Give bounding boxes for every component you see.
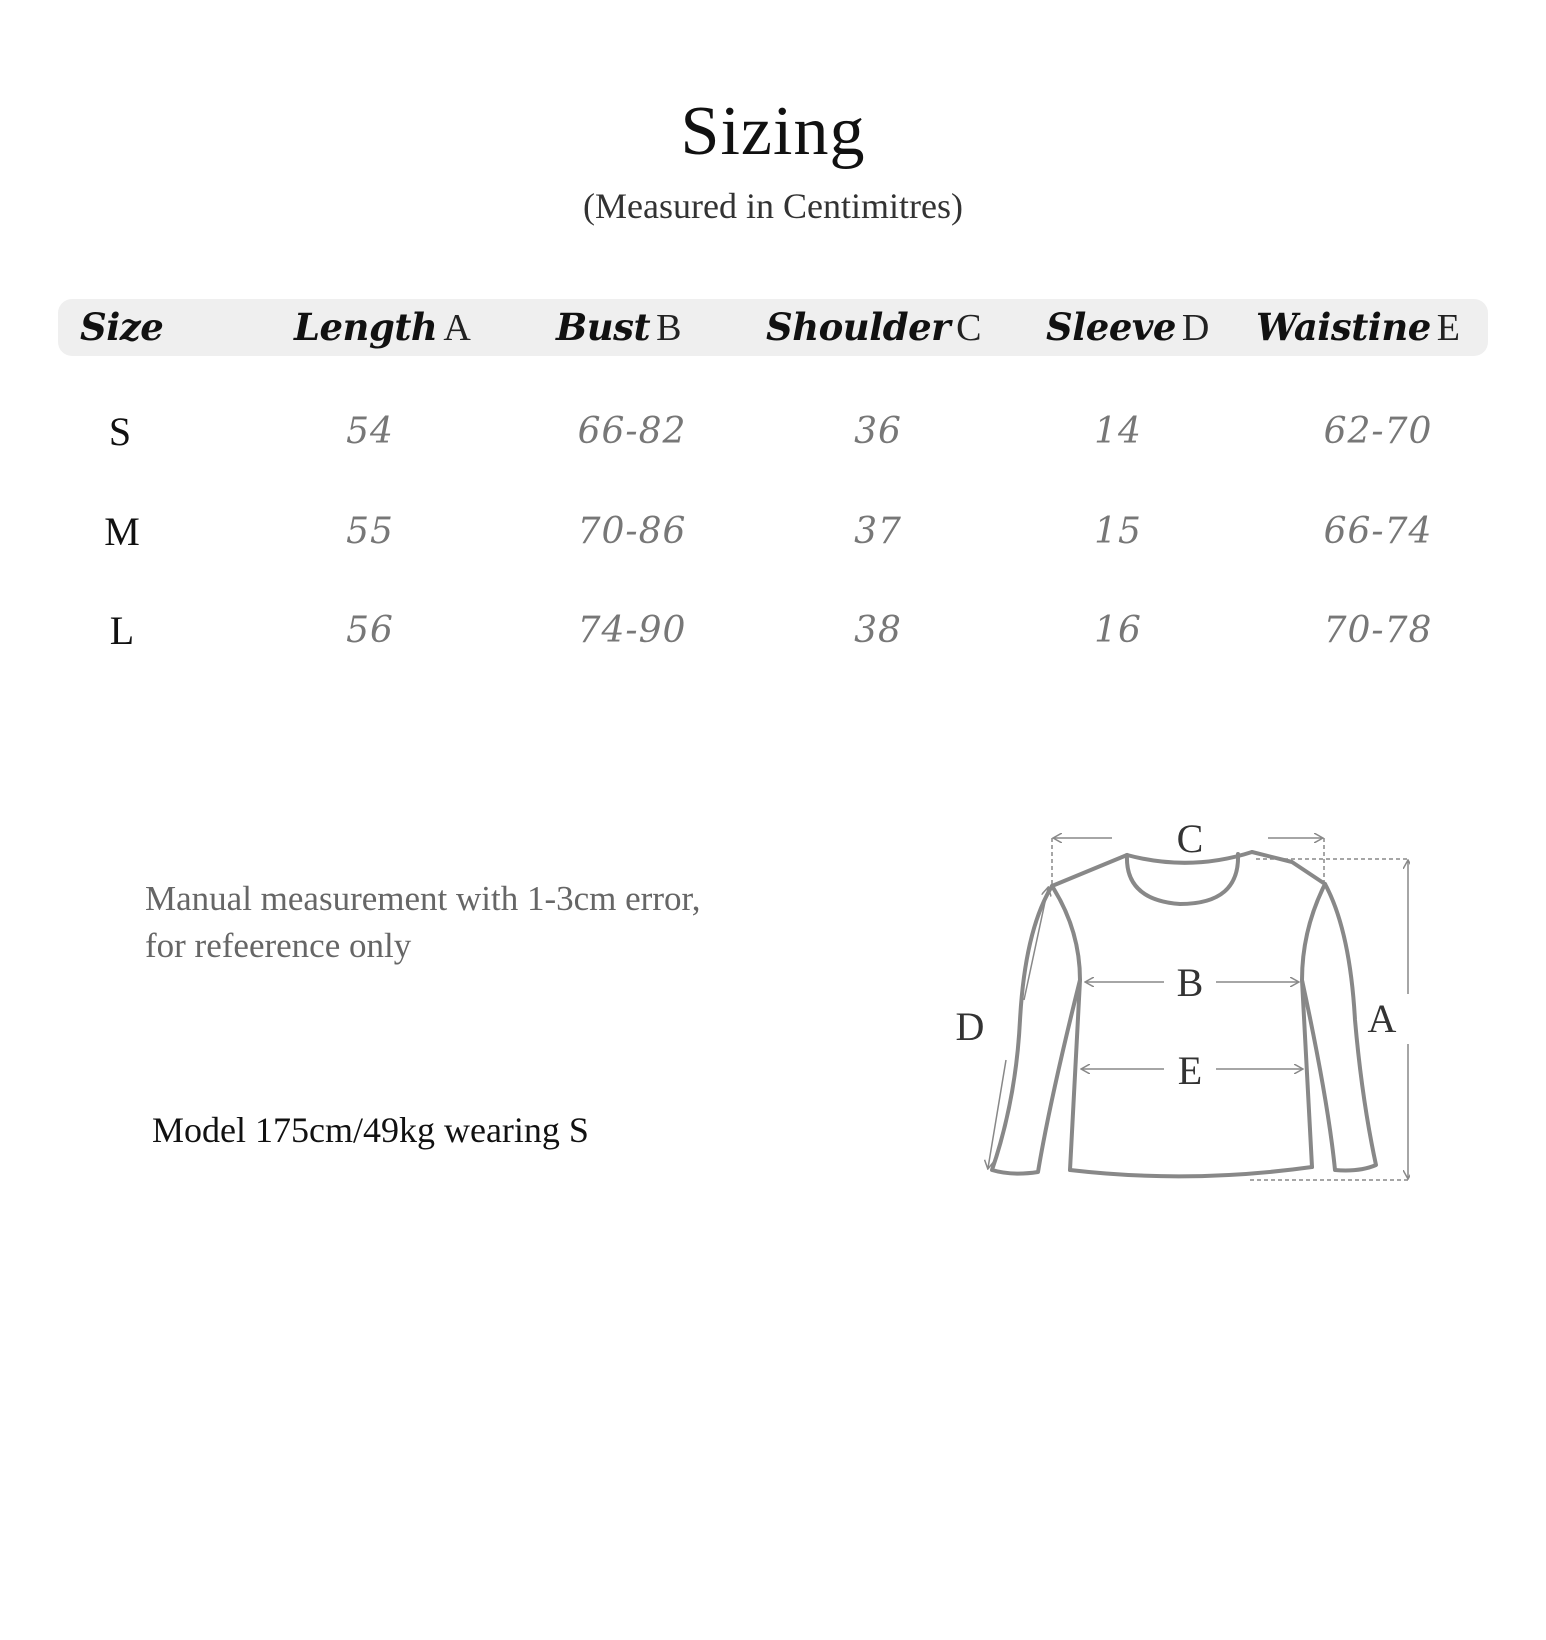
label-d: D bbox=[955, 1004, 985, 1049]
table-header bbox=[58, 299, 1488, 356]
cell-sleeve: 15 bbox=[1094, 511, 1142, 552]
header-length: Length A bbox=[294, 305, 471, 349]
cell-shoulder: 37 bbox=[854, 511, 902, 552]
row-size: L bbox=[109, 608, 135, 653]
header-waistline: Waistine E bbox=[1256, 305, 1461, 349]
header-size: Size bbox=[80, 305, 164, 349]
cell-bust: 66-82 bbox=[577, 411, 687, 452]
header-shoulder: Shoulder C bbox=[766, 305, 982, 349]
label-a: A bbox=[1367, 996, 1397, 1041]
garment-diagram bbox=[930, 800, 1410, 1200]
cell-shoulder: 38 bbox=[854, 610, 902, 651]
note-line: Manual measurement with 1-3cm error, bbox=[145, 879, 701, 918]
cell-length: 56 bbox=[346, 610, 394, 651]
label-e: E bbox=[1177, 1048, 1203, 1093]
measurement-note bbox=[145, 875, 785, 969]
cell-sleeve: 16 bbox=[1094, 610, 1142, 651]
cell-bust: 70-86 bbox=[577, 511, 687, 552]
header-bust: Bust B bbox=[556, 305, 682, 349]
page-subtitle: (Measured in Centimitres) bbox=[583, 186, 963, 226]
row-size: S bbox=[108, 409, 132, 454]
label-c: C bbox=[1176, 816, 1204, 861]
model-info: Model 175cm/49kg wearing S bbox=[152, 1110, 589, 1150]
cell-bust: 74-90 bbox=[577, 610, 687, 651]
cell-length: 54 bbox=[346, 411, 394, 452]
label-b: B bbox=[1176, 960, 1204, 1005]
header-sleeve: Sleeve D bbox=[1046, 305, 1210, 349]
page-title: Sizing bbox=[680, 93, 866, 170]
cell-shoulder: 36 bbox=[854, 411, 902, 452]
cell-waistline: 70-78 bbox=[1323, 610, 1433, 651]
cell-waistline: 62-70 bbox=[1323, 411, 1433, 452]
row-size: M bbox=[104, 509, 140, 554]
cell-length: 55 bbox=[346, 511, 394, 552]
note-line: for refeerence only bbox=[145, 926, 412, 965]
sweater-outline bbox=[992, 852, 1376, 1176]
cell-waistline: 66-74 bbox=[1323, 511, 1433, 552]
cell-sleeve: 14 bbox=[1094, 411, 1142, 452]
